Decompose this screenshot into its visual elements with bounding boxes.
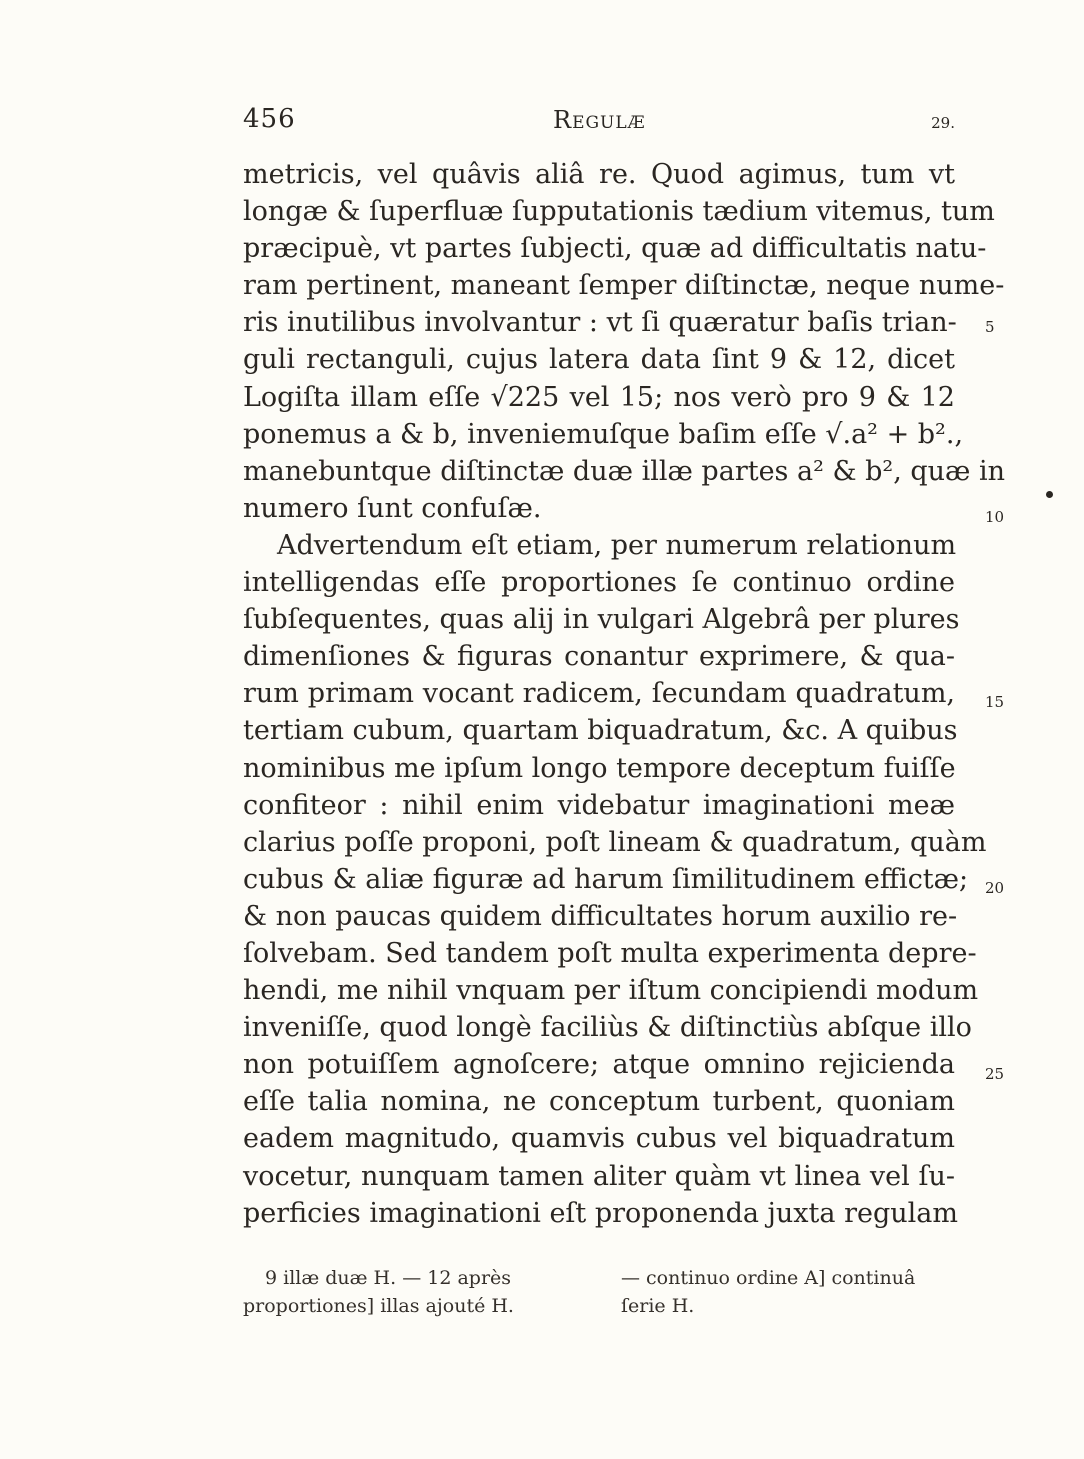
text-line: rum primam vocant radicem, ſecundam quadratum, xyxy=(243,678,955,710)
footnotes xyxy=(243,1264,955,1320)
footnote-row xyxy=(243,1292,955,1320)
text-line: guli rectanguli, cujus latera data ſint 9 & 12, dicet xyxy=(243,344,955,376)
text-line: numero ſunt confuſæ. xyxy=(243,492,542,524)
text-line: confiteor : nihil enim videbatur imaginationi meæ xyxy=(243,789,955,821)
ink-speck xyxy=(1046,491,1053,498)
text-line: præcipuè, vt partes ſubjecti, quæ ad difficultatis natu- xyxy=(243,233,987,265)
text-line: cubus & aliæ figuræ ad harum ſimilitudinem effictæ; xyxy=(243,863,969,895)
line-number: 20 xyxy=(985,879,1005,897)
footnote-right: ſerie H. xyxy=(621,1295,695,1317)
text-line: vocetur, nunquam tamen aliter quàm vt linea vel ſu- xyxy=(243,1160,955,1192)
text-line: tertiam cubum, quartam biquadratum, &c. A quibus xyxy=(243,715,958,747)
text-line: Logiſta illam eſſe √225 vel 15; nos verò pro 9 & 12 xyxy=(243,381,955,413)
line-number: 5 xyxy=(985,318,995,336)
text-line: ſolvebam. Sed tandem poſt multa experimenta depre- xyxy=(243,937,977,969)
footnote-left: proportiones] illas ajouté H. xyxy=(243,1295,514,1317)
text-line: dimenſiones & figuras conantur exprimere, & qua- xyxy=(243,641,955,673)
text-line: metricis, vel quâvis aliâ re. Quod agimus, tum vt xyxy=(243,159,955,190)
text-line: & non paucas quidem difficultates horum auxilio re- xyxy=(243,900,958,932)
text-line: inveniſſe, quod longè faciliùs & diſtinctiùs abſque illo xyxy=(243,1012,972,1044)
text-line: non potuiſſem agnoſcere; atque omnino rejicienda xyxy=(243,1049,955,1081)
page-number: 456 xyxy=(243,104,296,134)
footnote-left: 9 illæ duæ H. — 12 après xyxy=(265,1267,512,1289)
text-line: intelligendas eſſe proportiones ſe continuo ordine xyxy=(243,567,955,599)
page-header xyxy=(243,104,963,144)
running-title: Regulæ xyxy=(553,106,646,134)
text-line: clarius poſſe proponi, poſt lineam & quadratum, quàm xyxy=(243,826,987,858)
text-line: eadem magnitudo, quamvis cubus vel biquadratum xyxy=(243,1123,955,1155)
text-line: perficies imaginationi eſt proponenda juxta regulam xyxy=(243,1197,958,1229)
footnote-row xyxy=(243,1264,955,1292)
text-line: ponemus a & b, inveniemuſque baſim eſſe √.a² + b²., xyxy=(243,418,964,450)
section-marker: 29. xyxy=(931,114,955,132)
text-line: nominibus me ipſum longo tempore deceptum fuiſſe xyxy=(243,752,956,784)
text-line: ram pertinent, maneant ſemper diſtinctæ, neque nume- xyxy=(243,270,1005,302)
footnote-right: — continuo ordine A] continuâ xyxy=(621,1267,916,1289)
line-number: 15 xyxy=(985,693,1005,711)
text-line: eſſe talia nomina, ne conceptum turbent, quoniam xyxy=(243,1086,955,1118)
paragraph-first-line: Advertendum eſt etiam, per numerum relationum xyxy=(277,529,957,561)
text-line: manebuntque diſtinctæ duæ illæ partes a² & b², quæ in xyxy=(243,455,1006,487)
text-line: longæ & ſuperfluæ ſupputationis tædium vitemus, tum xyxy=(243,196,995,228)
text-line: hendi, me nihil vnquam per iſtum concipiendi modum xyxy=(243,975,979,1007)
text-line: ſubſequentes, quas alij in vulgari Algebrâ per plures xyxy=(243,604,960,636)
line-number: 25 xyxy=(985,1065,1005,1083)
line-number: 10 xyxy=(985,508,1005,526)
text-line: ris inutilibus involvantur : vt ſi quæratur baſis trian- xyxy=(243,307,957,339)
